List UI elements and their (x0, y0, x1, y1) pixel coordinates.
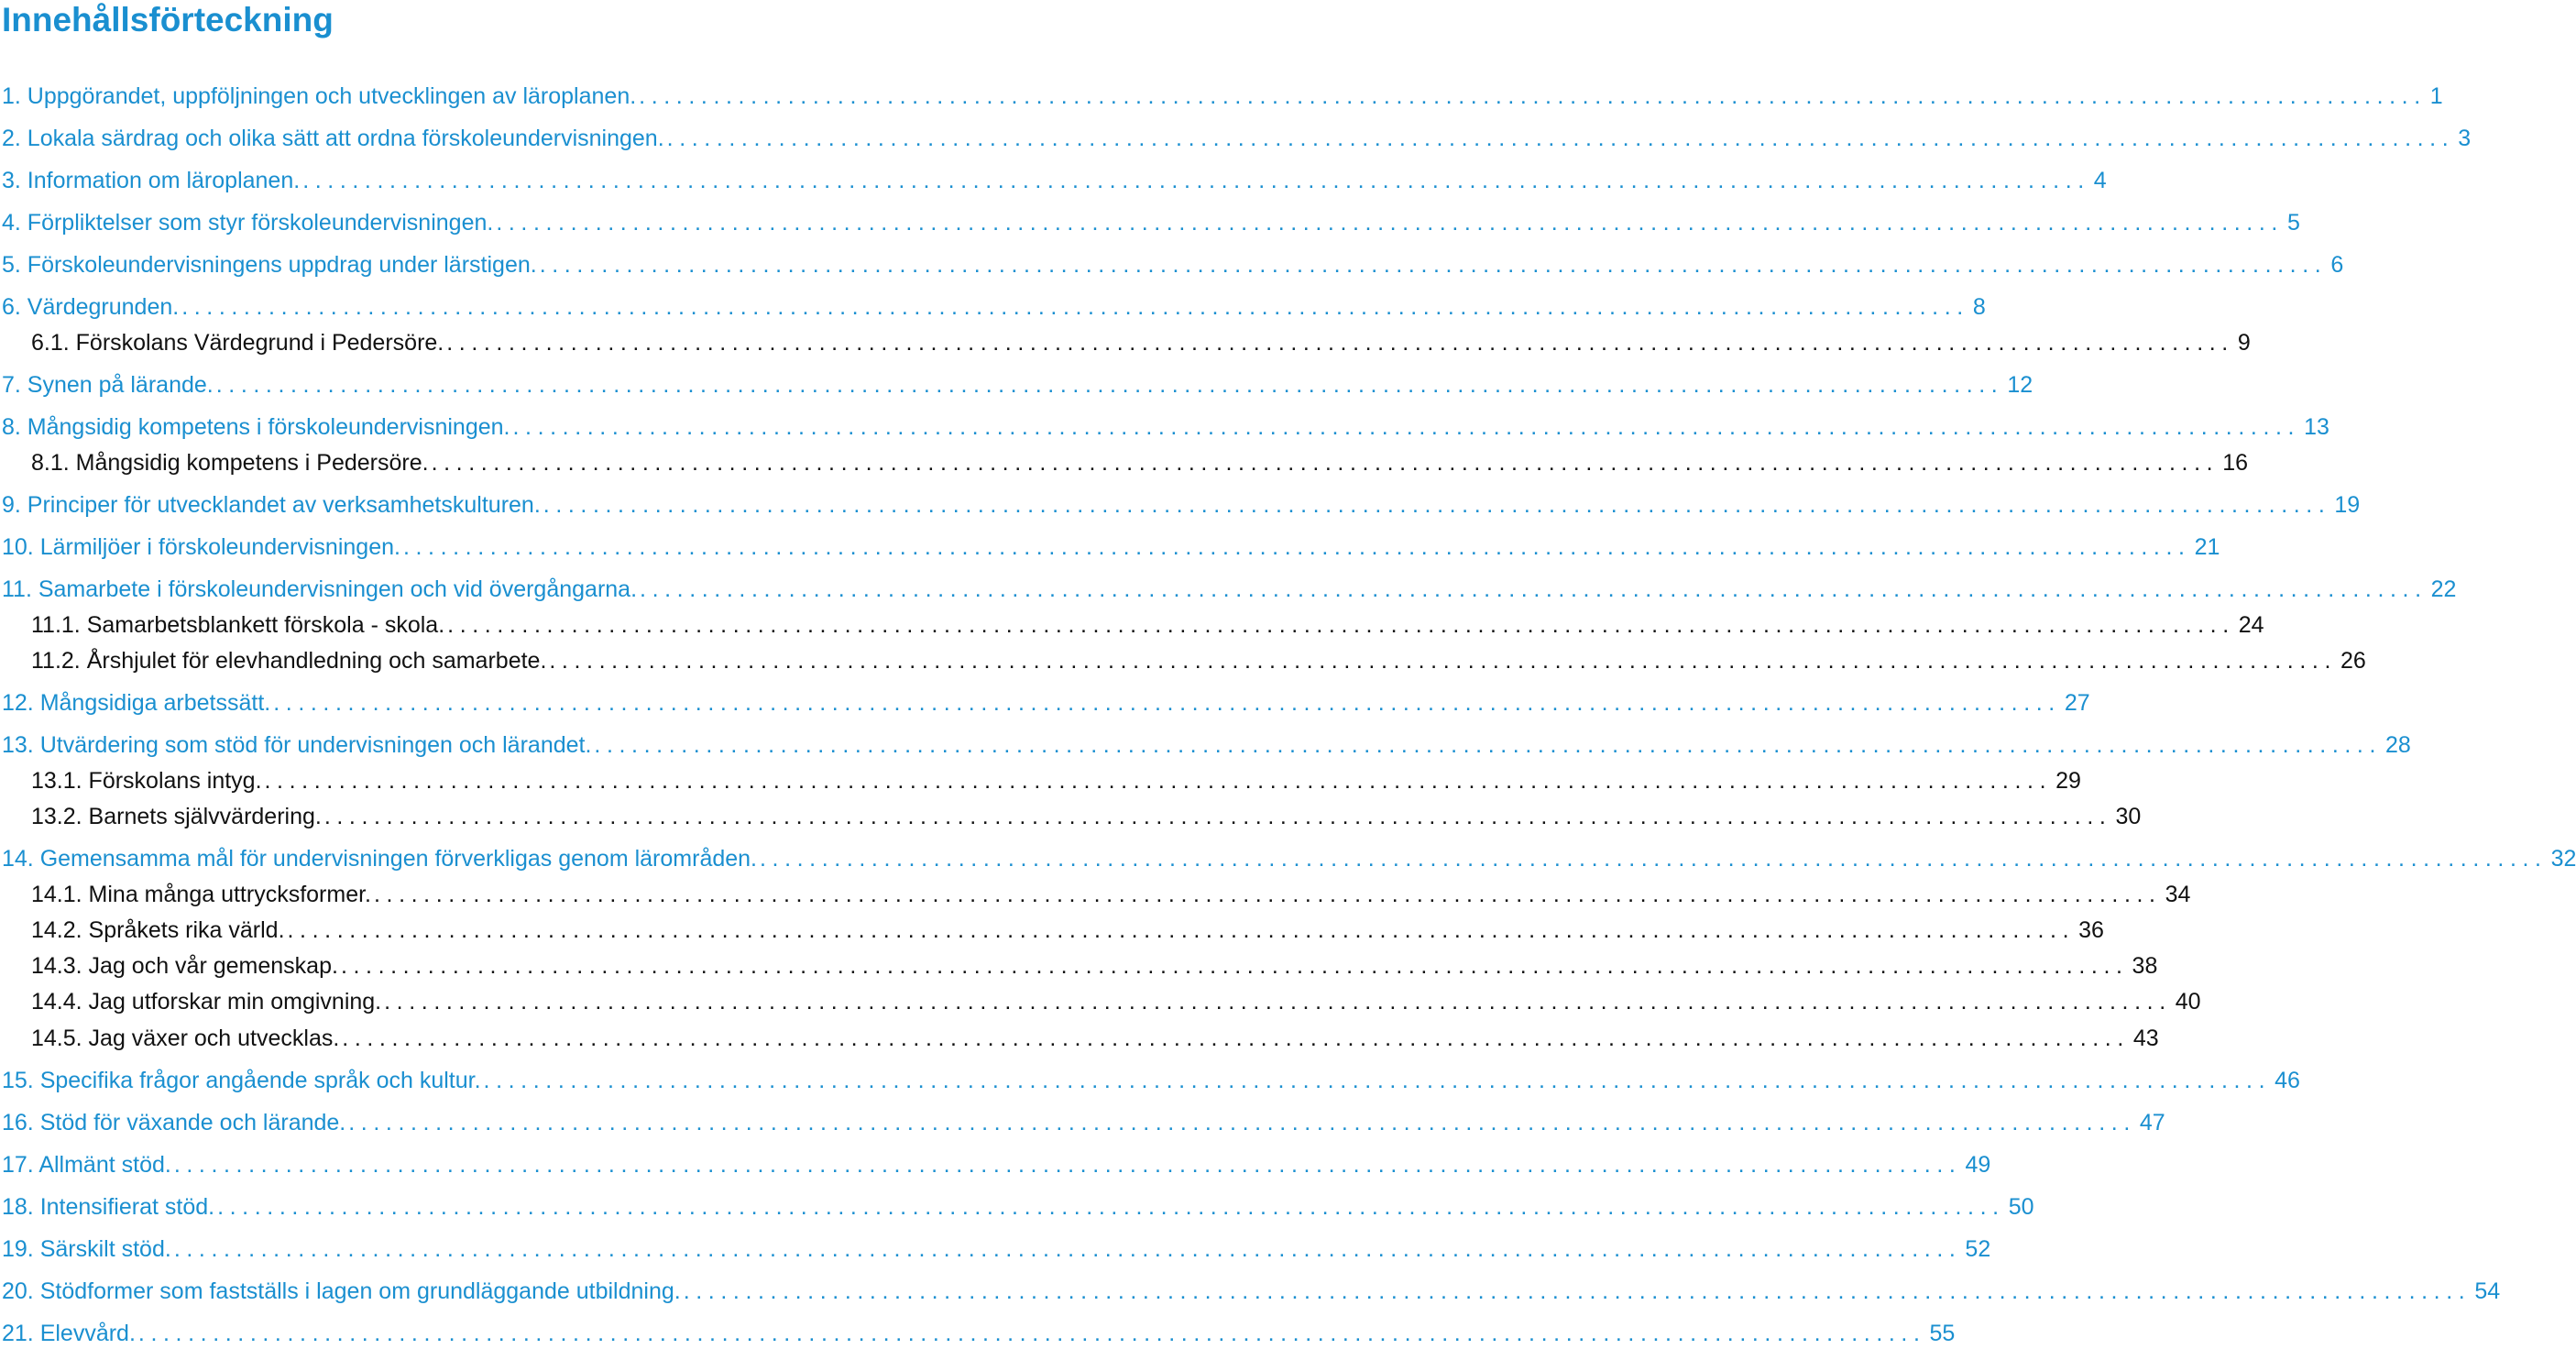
toc-entry-page: 13 (2304, 414, 2329, 440)
toc-entry-leader: ................................................................................................................................................ (431, 450, 2220, 476)
toc-entry-label: 12. Mångsidiga arbetssätt. (2, 690, 271, 716)
toc-entry-page: 28 (2385, 732, 2411, 758)
toc-entry[interactable] (2, 1023, 2159, 1054)
toc-entry-page: 36 (2078, 917, 2104, 943)
toc-entry-page: 16 (2222, 450, 2248, 476)
toc-entry-label: 1. Uppgörandet, uppföljningen och utvecklingen av läroplanen. (2, 83, 637, 109)
toc-entry-page: 30 (2115, 804, 2142, 829)
toc-entry-page: 32 (2550, 846, 2576, 872)
toc-entry-leader: ................................................................................................................................................ (323, 804, 2112, 829)
toc-entry-label: 20. Stödformer som fastställs i lagen om grundläggande utbildning. (2, 1278, 681, 1304)
toc-entry-page: 8 (1972, 294, 1986, 320)
toc-entry[interactable] (2, 123, 2472, 154)
toc-entry-leader: ................................................................................................................................................ (273, 690, 2061, 716)
toc-entry-leader: ................................................................................................................................................ (640, 576, 2428, 602)
toc-entry-label: 21. Elevvård. (2, 1321, 136, 1346)
toc-entry-page: 21 (2194, 534, 2220, 560)
toc-entry[interactable] (2, 207, 2300, 238)
toc-entry-leader: ................................................................................................................................................ (217, 1194, 2005, 1220)
toc-entry[interactable] (2, 1107, 2165, 1138)
toc-entry-label: 2. Lokala särdrag och olika sätt att ordna förskoleundervisningen. (2, 126, 664, 151)
toc-entry-leader: ................................................................................................................................................ (496, 210, 2284, 236)
toc-entry[interactable] (2, 574, 2457, 605)
toc-entry-label: 14.2. Språkets rika värld. (31, 917, 285, 943)
toc-entry-label: 15. Specifika frågor angående språk och kultur. (2, 1068, 481, 1093)
toc-entry-page: 38 (2132, 953, 2158, 979)
toc-entry[interactable] (2, 165, 2107, 196)
page-title: Innehållsförteckning (2, 1, 334, 38)
toc-entry-leader: ................................................................................................................................................ (543, 492, 2331, 518)
toc-entry-page: 22 (2430, 576, 2457, 602)
toc-entry[interactable] (2, 447, 2248, 478)
toc-entry-page: 49 (1965, 1152, 1991, 1178)
toc-entry-leader: ................................................................................................................................................ (539, 252, 2328, 278)
toc-entry[interactable] (2, 950, 2158, 982)
toc-entry-leader: ................................................................................................................................................ (137, 1321, 1926, 1346)
toc-entry-label: 11.2. Årshjulet för elevhandledning och samarbete. (31, 648, 547, 674)
toc-entry-leader: ................................................................................................................................................ (373, 882, 2162, 907)
toc-entry[interactable] (2, 369, 2033, 400)
toc-entry[interactable] (2, 765, 2081, 796)
toc-entry-label: 6. Värdegrunden. (2, 294, 180, 320)
toc-entry-label: 13.2. Barnets självvärdering. (31, 804, 322, 829)
toc-entry[interactable] (2, 609, 2264, 641)
toc-entry[interactable] (2, 687, 2090, 718)
toc-entry-label: 10. Lärmiljöer i förskoleundervisningen. (2, 534, 400, 560)
toc-entry-leader: ................................................................................................................................................ (342, 1025, 2130, 1051)
toc-entry[interactable] (2, 915, 2104, 946)
toc-entry-label: 19. Särskilt stöd. (2, 1236, 171, 1262)
toc-entry[interactable] (2, 489, 2361, 521)
toc-entry-label: 13.1. Förskolans intyg. (31, 768, 262, 794)
toc-entry[interactable] (2, 249, 2344, 280)
toc-entry-page: 24 (2238, 612, 2264, 638)
toc-entry-label: 14.4. Jag utforskar min omgivning. (31, 989, 382, 1014)
toc-entry-label: 11.1. Samarbetsblankett förskola - skola. (31, 612, 445, 638)
toc-entry-leader: ................................................................................................................................................ (181, 294, 1969, 320)
toc-entry-page: 52 (1965, 1236, 1991, 1262)
toc-entry-leader: ................................................................................................................................................ (666, 126, 2455, 151)
toc-entry-page: 1 (2429, 83, 2443, 109)
toc-entry-leader: ................................................................................................................................................ (446, 330, 2234, 356)
toc-entry[interactable] (2, 986, 2201, 1017)
toc-entry[interactable] (2, 1276, 2501, 1307)
toc-entry-label: 17. Allmänt stöd. (2, 1152, 171, 1178)
toc-entry[interactable] (2, 1149, 1991, 1180)
toc-entry[interactable] (2, 645, 2366, 676)
toc-entry-leader: ................................................................................................................................................ (302, 168, 2090, 193)
toc-entry-page: 12 (2007, 372, 2033, 398)
toc-entry-page: 5 (2286, 210, 2300, 236)
toc-entry-leader: ................................................................................................................................................ (549, 648, 2337, 674)
toc-entry-label: 13. Utvärdering som stöd för undervisningen och lärandet. (2, 732, 592, 758)
toc-entry[interactable] (2, 729, 2411, 761)
toc-entry-page: 54 (2474, 1278, 2501, 1304)
toc-entry-leader: ................................................................................................................................................ (264, 768, 2053, 794)
toc-entry-label: 7. Synen på lärande. (2, 372, 214, 398)
toc-entry-page: 6 (2330, 252, 2344, 278)
toc-entry-leader: ................................................................................................................................................ (287, 917, 2076, 943)
toc-entry-label: 8.1. Mångsidig kompetens i Pedersöre. (31, 450, 429, 476)
toc-entry-leader: ................................................................................................................................................ (340, 953, 2129, 979)
toc-entry-page: 4 (2093, 168, 2107, 193)
toc-entry-label: 14. Gemensamma mål för undervisningen förverkligas genom lärområden. (2, 846, 757, 872)
toc-entry[interactable] (2, 532, 2220, 563)
toc-entry-label: 3. Information om läroplanen. (2, 168, 301, 193)
toc-entry-page: 47 (2139, 1110, 2165, 1135)
toc-entry-leader: ................................................................................................................................................ (512, 414, 2301, 440)
toc-entry-label: 14.5. Jag växer och utvecklas. (31, 1025, 340, 1051)
toc-entry-page: 43 (2132, 1025, 2159, 1051)
toc-entry-leader: ................................................................................................................................................ (447, 612, 2235, 638)
toc-entry-leader: ................................................................................................................................................ (402, 534, 2191, 560)
toc-entry-label: 18. Intensifierat stöd. (2, 1194, 215, 1220)
toc-entry-page: 9 (2237, 330, 2251, 356)
toc-entry-label: 5. Förskoleundervisningens uppdrag under lärstigen. (2, 252, 537, 278)
toc-entry-leader: ................................................................................................................................................ (348, 1110, 2136, 1135)
toc-entry-page: 34 (2165, 882, 2191, 907)
toc-entry-page: 27 (2064, 690, 2090, 716)
toc-entry[interactable] (2, 843, 2576, 874)
toc-entry-label: 14.3. Jag och vår gemenskap. (31, 953, 338, 979)
toc-entry[interactable] (2, 327, 2251, 358)
toc-entry-page: 50 (2008, 1194, 2034, 1220)
toc-entry-leader: ................................................................................................................................................ (594, 732, 2383, 758)
toc-entry[interactable] (2, 1065, 2300, 1096)
toc-entry-page: 40 (2175, 989, 2201, 1014)
toc-entry-page: 26 (2340, 648, 2366, 674)
toc-entry-label: 14.1. Mina många uttrycksformer. (31, 882, 371, 907)
toc-entry-leader: ................................................................................................................................................ (760, 846, 2548, 872)
toc-entry[interactable] (2, 801, 2142, 832)
toc-entry-leader: ................................................................................................................................................ (483, 1068, 2272, 1093)
toc-entry-leader: ................................................................................................................................................ (215, 372, 2004, 398)
toc-entry[interactable] (2, 291, 1986, 323)
toc-entry-page: 3 (2458, 126, 2472, 151)
toc-entry-label: 6.1. Förskolans Värdegrund i Pedersöre. (31, 330, 444, 356)
toc-entry[interactable] (2, 1318, 1956, 1349)
toc-entry[interactable] (2, 879, 2191, 910)
toc-entry-leader: ................................................................................................................................................ (683, 1278, 2472, 1304)
toc-entry-page: 46 (2275, 1068, 2300, 1093)
toc-entry-label: 11. Samarbete i förskoleundervisningen och vid övergångarna. (2, 576, 638, 602)
toc-entry-page: 55 (1929, 1321, 1956, 1346)
toc-entry-leader: ................................................................................................................................................ (173, 1236, 1962, 1262)
toc-entry-leader: ................................................................................................................................................ (384, 989, 2172, 1014)
toc-entry-page: 19 (2334, 492, 2361, 518)
toc-entry-label: 9. Principer för utvecklandet av verksamhetskulturen. (2, 492, 541, 518)
toc-entry[interactable] (2, 1191, 2034, 1223)
toc-entry-label: 16. Stöd för växande och lärande. (2, 1110, 346, 1135)
toc-entry-label: 4. Förpliktelser som styr förskoleundervisningen. (2, 210, 494, 236)
toc-entry[interactable] (2, 411, 2329, 443)
toc-entry-label: 8. Mångsidig kompetens i förskoleundervisningen. (2, 414, 510, 440)
toc-entry-page: 29 (2055, 768, 2081, 794)
toc-entry-leader: ................................................................................................................................................ (173, 1152, 1962, 1178)
toc-entry-leader: ................................................................................................................................................ (639, 83, 2427, 109)
toc-entry[interactable] (2, 1234, 1991, 1265)
toc-entry[interactable] (2, 81, 2443, 112)
